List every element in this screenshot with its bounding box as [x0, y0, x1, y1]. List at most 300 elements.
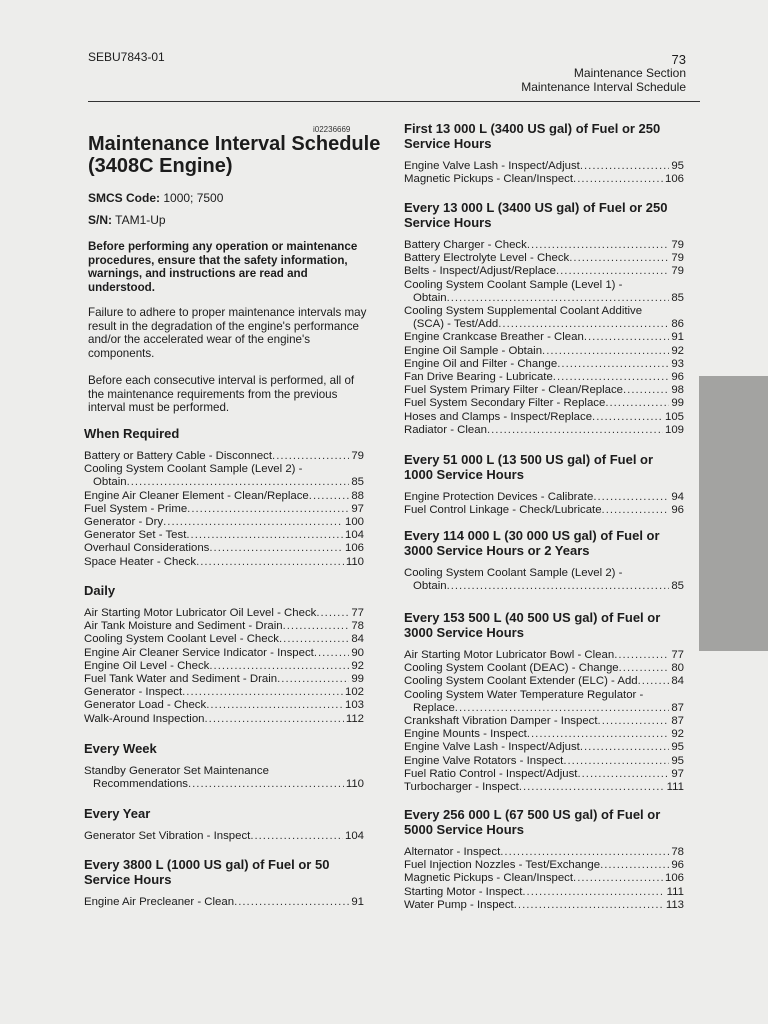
task-page-number: 91 [671, 331, 684, 344]
task-item [84, 673, 364, 686]
dot-leader [209, 542, 343, 555]
task-page-number: 109 [664, 423, 684, 436]
running-header-section: Maintenance Section [573, 66, 686, 80]
task-label: Battery Electrolyte Level - Check [404, 252, 570, 265]
task-label: Magnetic Pickups - Clean/Inspect [404, 173, 574, 186]
schedule-section [84, 857, 364, 909]
dot-leader [614, 649, 669, 662]
task-row [404, 345, 684, 358]
task-item [404, 662, 684, 675]
task-list [404, 846, 684, 912]
task-label: Radiator - Clean [404, 423, 487, 436]
task-item [84, 463, 364, 489]
task-item [84, 765, 364, 791]
page-title: Maintenance Interval Schedule (3408C Engine) [88, 133, 381, 177]
dot-leader [580, 160, 670, 173]
dot-leader [487, 424, 663, 437]
dot-leader [619, 662, 670, 675]
task-item [84, 503, 364, 516]
task-item [84, 607, 364, 620]
task-label-first-line: Cooling System Coolant Sample (Level 2) - [404, 567, 623, 579]
task-item [404, 160, 684, 173]
task-label: Engine Air Precleaner - Clean [84, 896, 235, 908]
task-label: Fuel System - Prime [84, 502, 188, 515]
task-page-number: 100 [344, 516, 364, 529]
task-item [84, 516, 364, 529]
task-item [84, 556, 364, 569]
task-row [404, 741, 684, 754]
dot-leader [455, 702, 670, 715]
dot-leader [163, 516, 343, 529]
task-page-number: 111 [666, 781, 684, 794]
dot-leader [205, 713, 344, 726]
task-row [84, 699, 364, 712]
task-page-number: 79 [351, 450, 364, 462]
task-item [404, 715, 684, 728]
task-label: Fuel Ratio Control - Inspect/Adjust [404, 767, 578, 780]
dot-leader [527, 239, 670, 252]
task-page-number: 87 [671, 715, 684, 728]
task-item [404, 859, 684, 872]
dot-leader [314, 647, 350, 660]
section-title: Every 3800 L (1000 US gal) of Fuel or 50 Service Hours [84, 857, 330, 887]
sn-value: TAM1-Up [115, 213, 166, 227]
task-label: Space Heater - Check [84, 555, 197, 568]
task-item [84, 647, 364, 660]
task-row [404, 411, 684, 424]
document-id: SEBU7843-01 [88, 50, 165, 64]
task-page-number: 106 [664, 872, 684, 885]
dot-leader [602, 504, 670, 517]
task-row [404, 886, 684, 899]
task-page-number: 104 [344, 529, 364, 542]
task-page-number: 91 [351, 896, 364, 908]
task-list [404, 160, 684, 186]
task-item [404, 728, 684, 741]
task-list [404, 491, 684, 517]
task-label: Air Starting Motor Lubricator Bowl - Clean [404, 649, 615, 661]
task-row [84, 660, 364, 673]
task-item [404, 279, 684, 305]
header-rule [88, 101, 700, 102]
schedule-section [404, 528, 684, 593]
dot-leader [542, 345, 669, 358]
task-page-number: 80 [671, 662, 684, 675]
task-list [84, 896, 364, 909]
task-label: Generator Set - Test [84, 529, 187, 542]
task-page-number: 96 [671, 504, 684, 517]
dot-leader [316, 607, 349, 620]
task-item [404, 265, 684, 278]
task-page-number: 85 [671, 580, 684, 593]
section-title: When Required [84, 426, 180, 441]
task-row [84, 556, 364, 569]
dot-leader [556, 265, 669, 278]
task-label-first-line: Cooling System Water Temperature Regulator - [404, 688, 644, 701]
task-page-number: 88 [351, 489, 364, 502]
dot-leader [569, 252, 669, 265]
task-item [404, 252, 684, 265]
task-page-number: 78 [351, 620, 364, 633]
task-list [84, 450, 364, 569]
task-item [84, 686, 364, 699]
task-item [84, 830, 364, 843]
dot-leader [250, 830, 343, 843]
task-row [84, 686, 364, 699]
dot-leader [580, 741, 670, 754]
task-label: Fuel Tank Water and Sediment - Drain [84, 673, 278, 686]
task-label: Engine Oil Level - Check [84, 659, 210, 672]
task-item [404, 305, 684, 331]
task-page-number: 104 [344, 830, 364, 842]
task-list [404, 649, 684, 794]
task-row [84, 450, 364, 463]
task-row [404, 252, 684, 265]
task-label: Cooling System Coolant (DEAC) - Change [404, 662, 619, 675]
dot-leader [522, 886, 664, 899]
task-page-number: 97 [671, 767, 684, 780]
dot-leader [514, 899, 664, 912]
task-label: Generator Load - Check [84, 699, 207, 712]
task-item [404, 424, 684, 437]
task-label: Cooling System Coolant Level - Check [84, 633, 279, 646]
dot-leader [623, 384, 669, 397]
task-row [84, 633, 364, 646]
task-row [84, 896, 364, 909]
task-page-number: 92 [671, 728, 684, 741]
section-title: Every Week [84, 741, 157, 756]
dot-leader [187, 503, 349, 516]
section-title: Every 51 000 L (13 500 US gal) of Fuel or 1000 Service Hours [404, 452, 654, 482]
task-row [404, 424, 684, 437]
dot-leader [447, 292, 670, 305]
task-row [84, 542, 364, 555]
task-page-number: 113 [665, 898, 684, 911]
task-label: Belts - Inspect/Adjust/Replace [404, 265, 556, 278]
schedule-section [404, 200, 684, 437]
task-label-first-line: Cooling System Coolant Sample (Level 2) - [84, 463, 303, 476]
task-label: Generator Set Vibration - Inspect [84, 830, 251, 842]
dot-leader [206, 699, 343, 712]
task-row [404, 358, 684, 371]
task-label: Fuel System Secondary Filter - Replace [404, 397, 606, 410]
dot-leader [234, 896, 349, 909]
task-label: Air Tank Moisture and Sediment - Drain [84, 620, 283, 633]
task-label: Obtain [93, 476, 127, 489]
task-row [84, 490, 364, 503]
task-row [404, 859, 684, 872]
task-item [404, 741, 684, 754]
task-page-number: 95 [671, 754, 684, 767]
dot-leader [573, 872, 663, 885]
task-page-number: 85 [351, 476, 364, 489]
task-label: Engine Valve Lash - Inspect/Adjust [404, 160, 580, 172]
task-item [84, 896, 364, 909]
task-item [84, 542, 364, 555]
task-page-number: 86 [671, 318, 684, 331]
dot-leader [577, 768, 669, 781]
task-row [404, 504, 684, 517]
task-row [404, 160, 684, 173]
task-page-number: 92 [351, 659, 364, 672]
task-page-number: 84 [351, 633, 364, 646]
task-item [84, 699, 364, 712]
sn-label: S/N: [88, 213, 112, 227]
task-item [404, 239, 684, 252]
task-page-number: 102 [344, 686, 364, 699]
task-page-number: 84 [671, 675, 684, 688]
schedule-section [84, 583, 364, 726]
task-page-number: 90 [351, 646, 364, 659]
task-row [404, 649, 684, 662]
schedule-section [84, 426, 364, 569]
dot-leader [309, 490, 350, 503]
schedule-section [404, 452, 684, 517]
task-page-number: 103 [344, 699, 364, 712]
task-row [404, 768, 684, 781]
dot-leader [605, 397, 669, 410]
page-number: 73 [671, 52, 686, 67]
task-row [84, 778, 364, 791]
section-title: Daily [84, 583, 116, 598]
task-item [404, 173, 684, 186]
dot-leader [598, 715, 670, 728]
task-label: Alternator - Inspect [404, 846, 501, 858]
intro-paragraph-2: Before each consecutive interval is performed, all of the maintenance requirements from the previous interval must be performed. [88, 374, 355, 415]
task-row [404, 318, 684, 331]
task-label: Recommendations [93, 778, 188, 791]
task-label: Battery Charger - Check [404, 239, 527, 251]
task-page-number: 105 [664, 410, 684, 423]
dot-leader [519, 781, 665, 794]
dot-leader [600, 859, 669, 872]
task-row [404, 846, 684, 859]
section-title: Every 153 500 L (40 500 US gal) of Fuel or 3000 Service Hours [404, 610, 661, 640]
intro-paragraph-1: Failure to adhere to proper maintenance intervals may result in the degradation of the engine's performance and/or the accelerated wear of the engine's components. [88, 306, 367, 360]
task-label: Air Starting Motor Lubricator Oil Level - Check [84, 607, 317, 619]
task-page-number: 95 [671, 741, 684, 754]
task-item [404, 384, 684, 397]
task-row [84, 620, 364, 633]
task-item [404, 567, 684, 593]
dot-leader [592, 411, 663, 424]
task-row [404, 755, 684, 768]
task-row [404, 239, 684, 252]
task-row [404, 292, 684, 305]
dot-leader [553, 371, 670, 384]
task-item [404, 689, 684, 715]
task-row [84, 713, 364, 726]
task-item [404, 504, 684, 517]
task-item [84, 620, 364, 633]
dot-leader [527, 728, 669, 741]
task-item [404, 331, 684, 344]
task-list [84, 830, 364, 843]
task-item [404, 649, 684, 662]
task-row [404, 580, 684, 593]
task-label: Engine Valve Lash - Inspect/Adjust [404, 741, 580, 754]
section-title: Every Year [84, 806, 151, 821]
task-item [404, 491, 684, 504]
task-item [404, 397, 684, 410]
task-row [84, 503, 364, 516]
task-page-number: 106 [344, 542, 364, 555]
task-page-number: 96 [671, 371, 684, 384]
task-label: Fuel Control Linkage - Check/Lubricate [404, 504, 602, 517]
dot-leader [182, 686, 343, 699]
task-label-first-line: Standby Generator Set Maintenance [84, 765, 269, 777]
task-page-number: 79 [671, 252, 684, 265]
safety-notice: Before performing any operation or maintenance procedures, ensure that the safety information, warnings, and instructions are read and understood. [88, 240, 358, 294]
task-label-first-line: Cooling System Coolant Sample (Level 1) - [404, 278, 623, 291]
task-row [84, 476, 364, 489]
task-row [404, 662, 684, 675]
task-label: Engine Valve Rotators - Inspect [404, 754, 564, 767]
task-item [404, 755, 684, 768]
task-page-number: 79 [671, 239, 684, 251]
task-label: Overhaul Considerations [84, 542, 210, 555]
dot-leader [186, 529, 343, 542]
task-item [404, 345, 684, 358]
task-label: Engine Protection Devices - Calibrate [404, 491, 594, 503]
section-title: First 13 000 L (3400 US gal) of Fuel or 250 Service Hours [404, 121, 661, 151]
dot-leader [283, 620, 350, 633]
task-page-number: 95 [671, 160, 684, 172]
task-item [84, 490, 364, 503]
task-row [404, 331, 684, 344]
task-row [404, 728, 684, 741]
task-item [404, 675, 684, 688]
task-label: Engine Air Cleaner Service Indicator - Inspect [84, 646, 314, 659]
task-page-number: 106 [664, 173, 684, 186]
task-label: Engine Oil and Filter - Change [404, 357, 558, 370]
task-page-number: 77 [671, 649, 684, 661]
dot-leader [209, 660, 349, 673]
dot-leader [277, 673, 349, 686]
task-page-number: 98 [671, 384, 684, 397]
task-row [404, 702, 684, 715]
task-label-first-line: Cooling System Supplemental Coolant Additive [404, 305, 643, 318]
task-item [84, 633, 364, 646]
task-page-number: 87 [671, 701, 684, 714]
task-item [404, 872, 684, 885]
schedule-section [404, 610, 684, 794]
serial-number [88, 213, 166, 227]
task-label: Water Pump - Inspect [404, 898, 514, 911]
dot-leader [127, 476, 350, 489]
task-page-number: 79 [671, 265, 684, 278]
task-list [404, 567, 684, 593]
task-row [84, 647, 364, 660]
task-page-number: 92 [671, 344, 684, 357]
dot-leader [500, 846, 669, 859]
task-row [404, 397, 684, 410]
task-item [404, 886, 684, 899]
task-label: Generator - Inspect [84, 686, 183, 699]
task-page-number: 110 [345, 555, 364, 568]
smcs-label: SMCS Code: [88, 191, 160, 205]
task-page-number: 85 [671, 291, 684, 304]
dot-leader [272, 450, 349, 463]
task-item [84, 713, 364, 726]
smcs-code [88, 191, 223, 205]
task-label: (SCA) - Test/Add [413, 318, 499, 331]
task-row [404, 872, 684, 885]
task-row [84, 673, 364, 686]
task-item [404, 781, 684, 794]
schedule-section [404, 807, 684, 912]
task-item [404, 411, 684, 424]
schedule-section [84, 806, 364, 843]
task-row [84, 607, 364, 620]
task-page-number: 110 [345, 778, 364, 791]
task-item [404, 371, 684, 384]
task-label: Obtain [413, 291, 447, 304]
task-row [404, 491, 684, 504]
task-label: Hoses and Clamps - Inspect/Replace [404, 410, 593, 423]
schedule-section [84, 741, 364, 791]
dot-leader [584, 331, 670, 344]
reference-code: i02236669 [313, 125, 351, 134]
task-item [84, 450, 364, 463]
task-row [404, 781, 684, 794]
task-list [404, 239, 684, 437]
task-label: Generator - Dry [84, 516, 164, 529]
task-label: Replace [413, 701, 455, 714]
dot-leader [279, 633, 349, 646]
task-row [404, 265, 684, 278]
task-page-number: 99 [671, 397, 684, 410]
task-page-number: 111 [666, 885, 684, 898]
task-label: Engine Mounts - Inspect [404, 728, 527, 741]
task-page-number: 112 [345, 712, 364, 725]
dot-leader [498, 318, 669, 331]
task-label: Battery or Battery Cable - Disconnect [84, 450, 273, 462]
schedule-section [404, 121, 684, 186]
task-row [404, 173, 684, 186]
edge-tab-marker [699, 376, 768, 651]
task-row [84, 529, 364, 542]
task-page-number: 97 [351, 502, 364, 515]
section-title: Every 256 000 L (67 500 US gal) of Fuel or 5000 Service Hours [404, 807, 661, 837]
section-title: Every 114 000 L (30 000 US gal) of Fuel or 3000 Service Hours or 2 Years [404, 528, 660, 558]
dot-leader [447, 580, 670, 593]
task-label: Magnetic Pickups - Clean/Inspect [404, 872, 574, 885]
task-page-number: 96 [671, 859, 684, 872]
dot-leader [573, 173, 663, 186]
task-item [404, 846, 684, 859]
task-row [404, 715, 684, 728]
task-item [404, 899, 684, 912]
task-page-number: 93 [671, 357, 684, 370]
task-row [404, 384, 684, 397]
task-row [404, 371, 684, 384]
task-page-number: 94 [671, 491, 684, 503]
task-label: Crankshaft Vibration Damper - Inspect [404, 715, 598, 728]
task-item [84, 529, 364, 542]
task-list [84, 765, 364, 791]
task-label: Obtain [413, 580, 447, 593]
task-label: Turbocharger - Inspect [404, 781, 519, 794]
running-header-subsection: Maintenance Interval Schedule [521, 80, 686, 94]
task-item [84, 660, 364, 673]
task-row [404, 899, 684, 912]
task-row [404, 675, 684, 688]
task-item [404, 768, 684, 781]
task-label: Fuel Injection Nozzles - Test/Exchange [404, 859, 601, 872]
task-label: Engine Oil Sample - Obtain [404, 344, 543, 357]
smcs-value: 1000; 7500 [163, 191, 224, 205]
